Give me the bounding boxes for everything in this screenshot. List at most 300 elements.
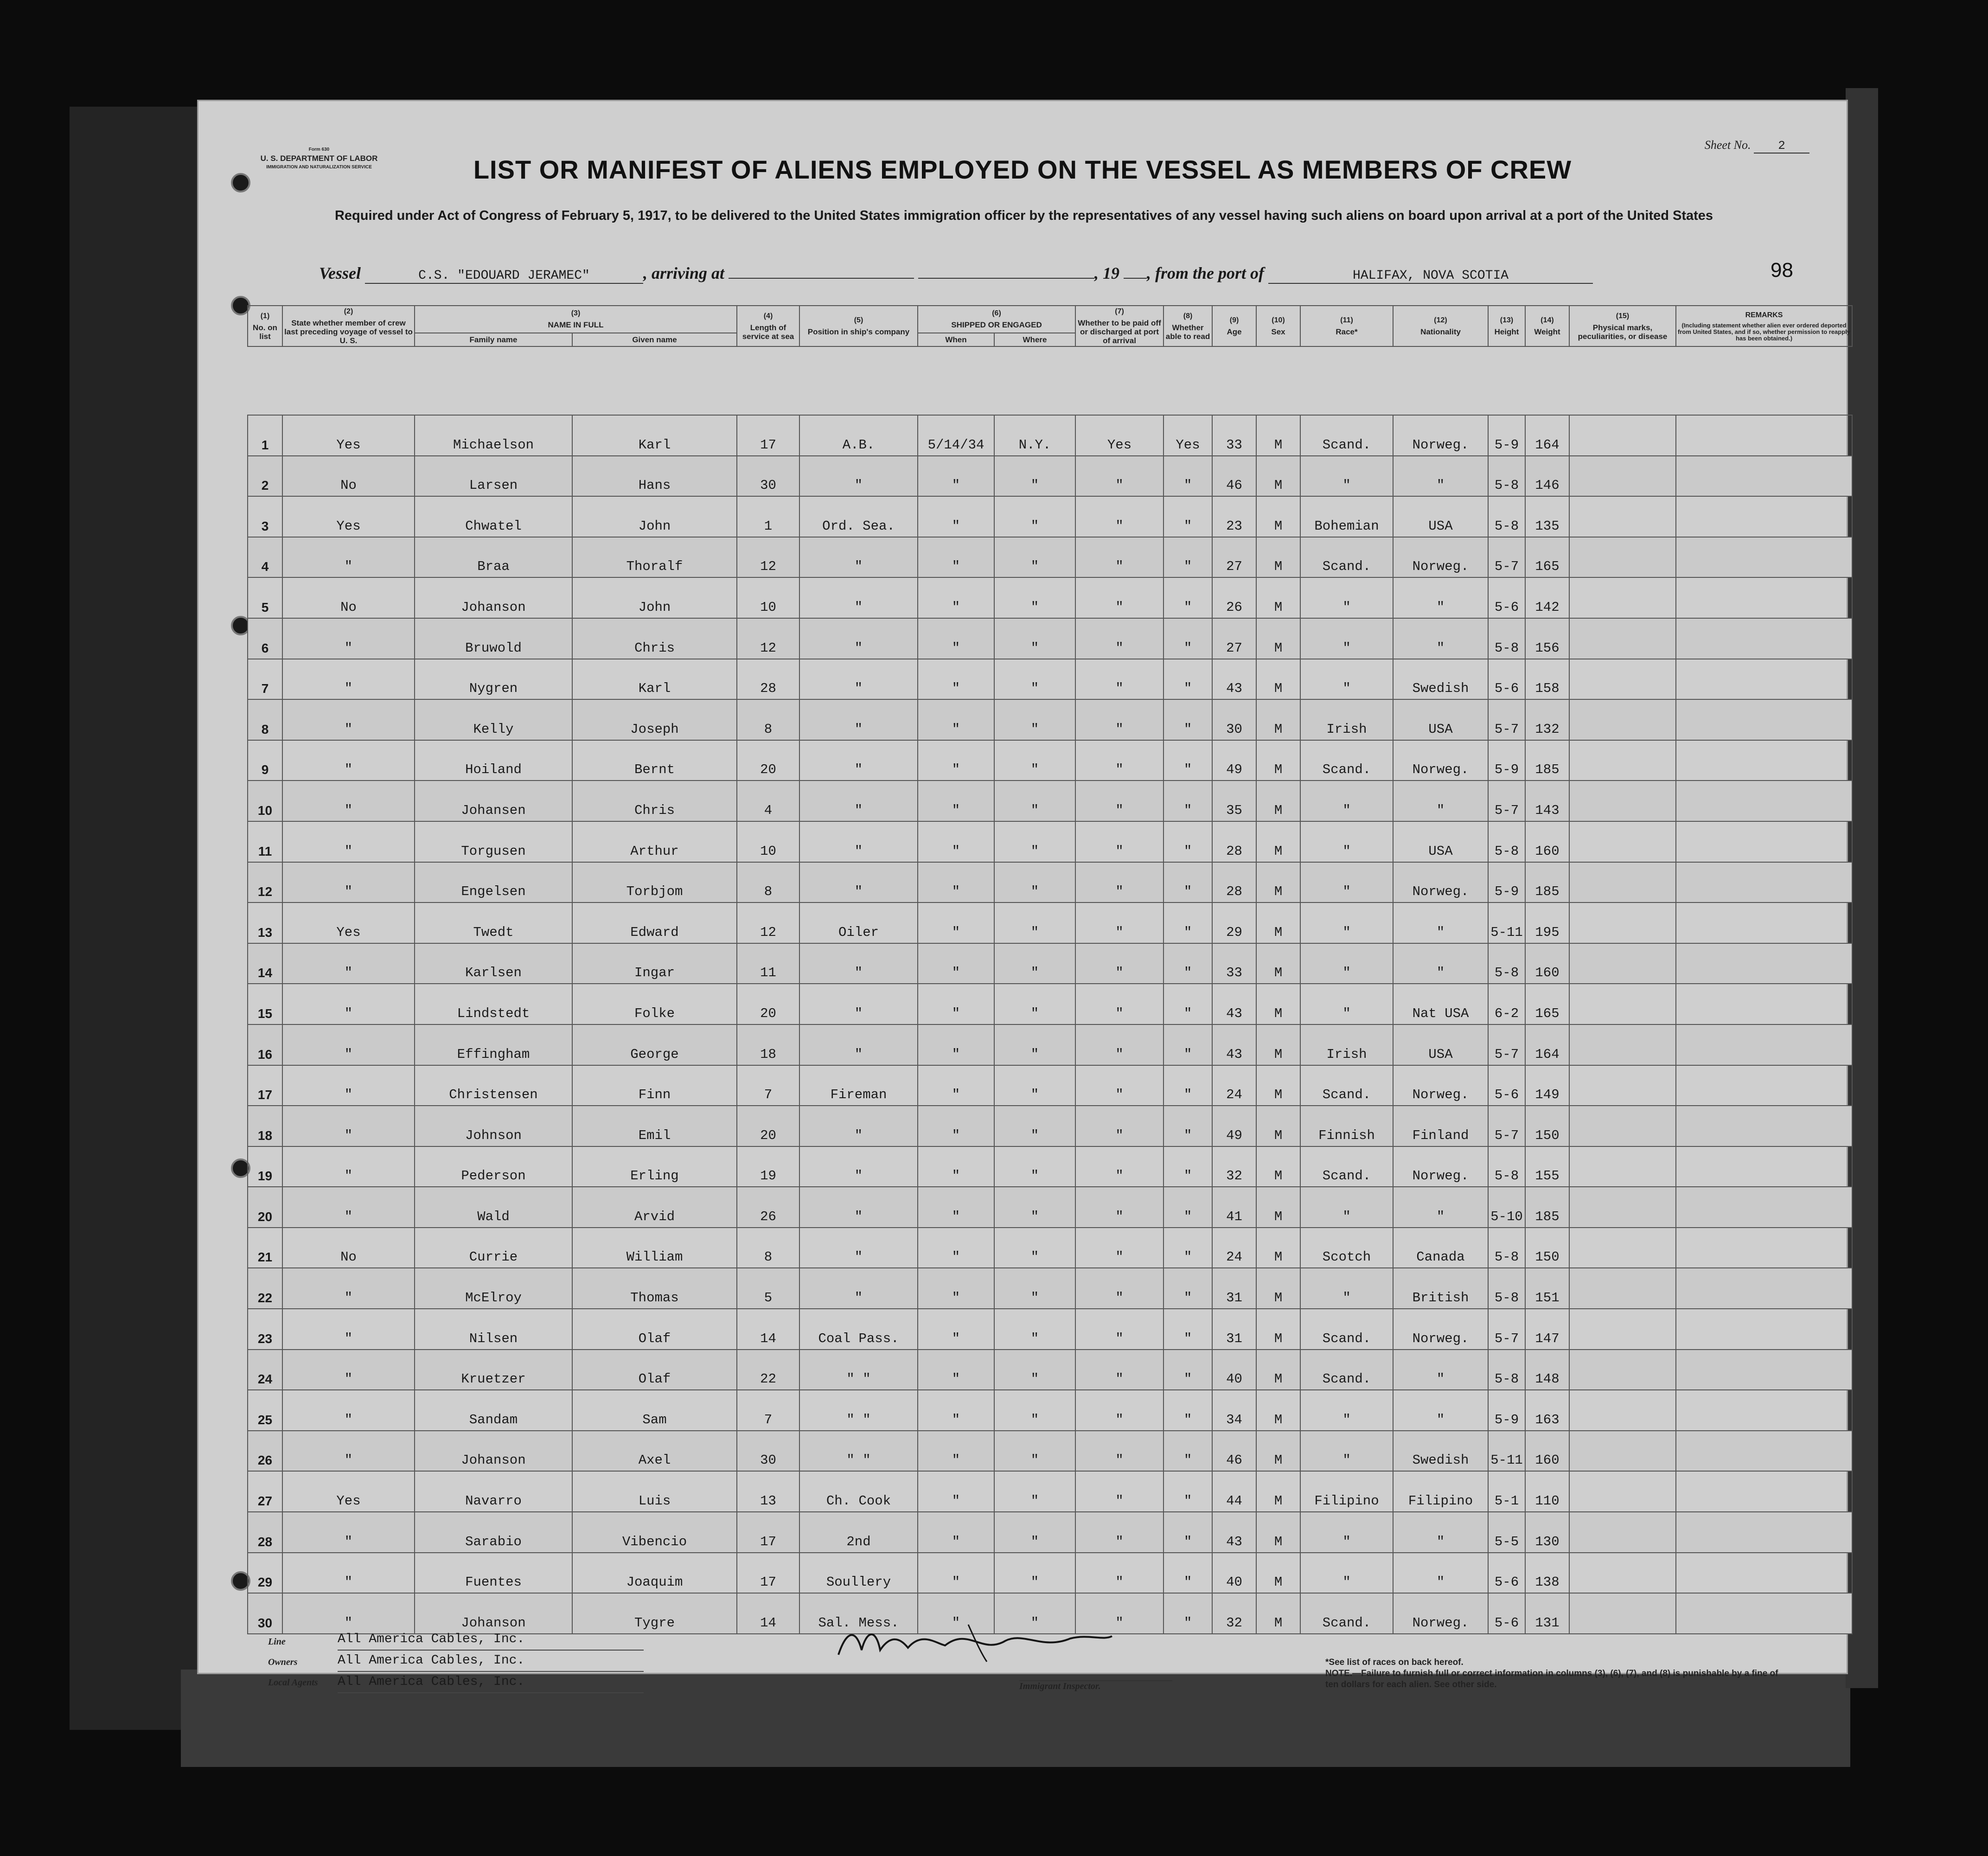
cell-weight: 164	[1525, 1024, 1569, 1065]
cell-row-number: 7	[248, 659, 282, 700]
cell-previous-voyage: "	[282, 1106, 415, 1146]
crew-row	[248, 1553, 1852, 1594]
cell-weight: 160	[1525, 943, 1569, 984]
cell-previous-voyage: "	[282, 1593, 415, 1634]
cell-remarks	[1676, 456, 1852, 497]
crew-row	[248, 577, 1852, 618]
crew-row	[248, 1390, 1852, 1431]
cell-age: 32	[1212, 1593, 1256, 1634]
cell-weight: 151	[1525, 1268, 1569, 1309]
cell-shipped-when: "	[918, 537, 994, 578]
cell-position: "	[799, 618, 918, 659]
cell-height: 5-6	[1488, 659, 1525, 700]
cell-race: "	[1300, 1187, 1393, 1228]
cell-row-number: 8	[248, 699, 282, 740]
cell-family-name: Chwatel	[415, 496, 572, 537]
col-given-name-header: Given name	[572, 333, 737, 346]
cell-nationality: Swedish	[1393, 1431, 1488, 1472]
col-read-header: (8) Whether able to read	[1163, 306, 1212, 346]
cell-length-of-service: 20	[737, 740, 799, 781]
cell-shipped-where: "	[994, 659, 1075, 700]
cell-shipped-where: "	[994, 1593, 1075, 1634]
cell-previous-voyage: "	[282, 1146, 415, 1187]
document-subtitle: Required under Act of Congress of February 5, 1917, to be delivered to the United States immigration officer by the representatives of any vessel having such aliens on board upon arrival at a port of the United States	[334, 208, 1713, 223]
cell-weight: 165	[1525, 984, 1569, 1024]
cell-previous-voyage: "	[282, 943, 415, 984]
cell-physical-marks	[1569, 415, 1676, 456]
cell-shipped-when: "	[918, 1593, 994, 1634]
cell-physical-marks	[1569, 659, 1676, 700]
cell-row-number: 14	[248, 943, 282, 984]
cell-given-name: Edward	[572, 902, 737, 943]
arriving-blank	[729, 278, 914, 279]
cell-nationality: "	[1393, 1350, 1488, 1390]
cell-able-to-read: "	[1163, 1228, 1212, 1268]
cell-position: "	[799, 984, 918, 1024]
cell-given-name: Chris	[572, 618, 737, 659]
cell-sex: M	[1256, 902, 1300, 943]
cell-remarks	[1676, 1309, 1852, 1350]
cell-height: 5-6	[1488, 1593, 1525, 1634]
crew-row	[248, 699, 1852, 740]
cell-race: Bohemian	[1300, 496, 1393, 537]
cell-remarks	[1676, 537, 1852, 578]
cell-given-name: Emil	[572, 1106, 737, 1146]
cell-race: "	[1300, 781, 1393, 821]
cell-previous-voyage: "	[282, 781, 415, 821]
cell-remarks	[1676, 1106, 1852, 1146]
cell-length-of-service: 19	[737, 1146, 799, 1187]
cell-remarks	[1676, 1553, 1852, 1594]
cell-weight: 158	[1525, 659, 1569, 700]
cell-weight: 143	[1525, 781, 1569, 821]
cell-able-to-read: "	[1163, 1309, 1212, 1350]
cell-paid-off: "	[1075, 1512, 1163, 1553]
cell-position: "	[799, 1268, 918, 1309]
cell-age: 49	[1212, 1106, 1256, 1146]
cell-shipped-when: "	[918, 1350, 994, 1390]
cell-race: Scand.	[1300, 1309, 1393, 1350]
cell-previous-voyage: No	[282, 456, 415, 497]
cell-length-of-service: 30	[737, 1431, 799, 1472]
cell-height: 5-6	[1488, 1065, 1525, 1106]
cell-row-number: 23	[248, 1309, 282, 1350]
cell-weight: 132	[1525, 699, 1569, 740]
cell-age: 49	[1212, 740, 1256, 781]
cell-nationality: "	[1393, 1187, 1488, 1228]
cell-length-of-service: 1	[737, 496, 799, 537]
cell-shipped-where: "	[994, 537, 1075, 578]
crew-row	[248, 1431, 1852, 1472]
cell-previous-voyage: "	[282, 618, 415, 659]
cell-given-name: Axel	[572, 1431, 737, 1472]
cell-row-number: 22	[248, 1268, 282, 1309]
cell-length-of-service: 5	[737, 1268, 799, 1309]
cell-row-number: 2	[248, 456, 282, 497]
col-physical-marks-header: (15) Physical marks, peculiarities, or disease	[1569, 306, 1676, 346]
cell-able-to-read: "	[1163, 1431, 1212, 1472]
cell-position: "	[799, 1024, 918, 1065]
cell-family-name: Johansen	[415, 781, 572, 821]
cell-paid-off: "	[1075, 1593, 1163, 1634]
cell-nationality: "	[1393, 618, 1488, 659]
cell-shipped-where: "	[994, 496, 1075, 537]
cell-shipped-where: "	[994, 1065, 1075, 1106]
cell-physical-marks	[1569, 1309, 1676, 1350]
cell-sex: M	[1256, 1024, 1300, 1065]
cell-length-of-service: 17	[737, 1553, 799, 1594]
cell-nationality: USA	[1393, 699, 1488, 740]
cell-previous-voyage: "	[282, 1309, 415, 1350]
cell-weight: 185	[1525, 862, 1569, 903]
cell-age: 24	[1212, 1065, 1256, 1106]
cell-nationality: Norweg.	[1393, 415, 1488, 456]
cell-position: "	[799, 1187, 918, 1228]
cell-family-name: Christensen	[415, 1065, 572, 1106]
cell-given-name: Karl	[572, 659, 737, 700]
cell-given-name: Joaquim	[572, 1553, 737, 1594]
cell-physical-marks	[1569, 1350, 1676, 1390]
cell-family-name: Johnson	[415, 1106, 572, 1146]
cell-remarks	[1676, 984, 1852, 1024]
cell-previous-voyage: "	[282, 1187, 415, 1228]
cell-given-name: John	[572, 577, 737, 618]
cell-shipped-where: "	[994, 1106, 1075, 1146]
cell-weight: 110	[1525, 1471, 1569, 1512]
cell-age: 43	[1212, 1512, 1256, 1553]
cell-height: 5-6	[1488, 577, 1525, 618]
cell-nationality: Nat USA	[1393, 984, 1488, 1024]
col-where-header: Where	[994, 333, 1075, 346]
col-when-header: When	[918, 333, 994, 346]
cell-height: 5-7	[1488, 1024, 1525, 1065]
cell-age: 32	[1212, 1146, 1256, 1187]
cell-position: "	[799, 1146, 918, 1187]
cell-nationality: Norweg.	[1393, 1146, 1488, 1187]
cell-position: Soullery	[799, 1553, 918, 1594]
crew-row	[248, 618, 1852, 659]
cell-shipped-when: "	[918, 1146, 994, 1187]
cell-race: "	[1300, 821, 1393, 862]
cell-paid-off: "	[1075, 1553, 1163, 1594]
crew-row	[248, 1187, 1852, 1228]
cell-remarks	[1676, 1512, 1852, 1553]
cell-nationality: Filipino	[1393, 1471, 1488, 1512]
cell-shipped-where: "	[994, 699, 1075, 740]
cell-sex: M	[1256, 699, 1300, 740]
cell-nationality: "	[1393, 1553, 1488, 1594]
cell-physical-marks	[1569, 821, 1676, 862]
cell-remarks	[1676, 902, 1852, 943]
cell-remarks	[1676, 1024, 1852, 1065]
cell-shipped-where: "	[994, 821, 1075, 862]
cell-position: "	[799, 740, 918, 781]
cell-height: 5-10	[1488, 1187, 1525, 1228]
crew-row	[248, 1350, 1852, 1390]
cell-length-of-service: 20	[737, 984, 799, 1024]
cell-weight: 160	[1525, 821, 1569, 862]
cell-remarks	[1676, 740, 1852, 781]
cell-able-to-read: "	[1163, 1106, 1212, 1146]
cell-shipped-where: "	[994, 456, 1075, 497]
cell-row-number: 25	[248, 1390, 282, 1431]
cell-shipped-where: "	[994, 1187, 1075, 1228]
penalty-note: NOTE.—Failure to furnish full or correct information in columns (3), (6), (7), and (8) is punishable by a fine of ten dollars for each alien. See other side.	[1325, 1669, 1778, 1690]
cell-previous-voyage: Yes	[282, 496, 415, 537]
cell-height: 5-9	[1488, 1390, 1525, 1431]
cell-family-name: Wald	[415, 1187, 572, 1228]
cell-able-to-read: "	[1163, 496, 1212, 537]
sheet-number-label: Sheet No.	[1704, 138, 1751, 152]
cell-height: 5-8	[1488, 943, 1525, 984]
cell-given-name: Luis	[572, 1471, 737, 1512]
cell-nationality: "	[1393, 902, 1488, 943]
cell-length-of-service: 17	[737, 415, 799, 456]
cell-shipped-where: "	[994, 618, 1075, 659]
cell-shipped-where: "	[994, 1350, 1075, 1390]
cell-paid-off: "	[1075, 1187, 1163, 1228]
cell-race: "	[1300, 577, 1393, 618]
cell-given-name: Folke	[572, 984, 737, 1024]
cell-family-name: Engelsen	[415, 862, 572, 903]
cell-able-to-read: "	[1163, 1350, 1212, 1390]
cell-shipped-when: 5/14/34	[918, 415, 994, 456]
cell-given-name: Vibencio	[572, 1512, 737, 1553]
cell-able-to-read: "	[1163, 862, 1212, 903]
cell-shipped-when: "	[918, 1268, 994, 1309]
cell-race: Scand.	[1300, 1146, 1393, 1187]
cell-race: Irish	[1300, 1024, 1393, 1065]
cell-race: "	[1300, 659, 1393, 700]
cell-paid-off: "	[1075, 1471, 1163, 1512]
cell-shipped-when: "	[918, 1390, 994, 1431]
cell-remarks	[1676, 1390, 1852, 1431]
cell-length-of-service: 12	[737, 618, 799, 659]
crew-row	[248, 537, 1852, 578]
crew-row	[248, 862, 1852, 903]
cell-race: "	[1300, 984, 1393, 1024]
col-weight-header: (14) Weight	[1525, 306, 1569, 346]
cell-family-name: Bruwold	[415, 618, 572, 659]
cell-shipped-when: "	[918, 659, 994, 700]
cell-height: 5-9	[1488, 740, 1525, 781]
cell-sex: M	[1256, 1553, 1300, 1594]
cell-given-name: William	[572, 1228, 737, 1268]
footer-note	[1325, 1657, 1780, 1690]
cell-shipped-when: "	[918, 740, 994, 781]
crew-rows	[248, 415, 1852, 1634]
cell-race: "	[1300, 1512, 1393, 1553]
crew-row	[248, 456, 1852, 497]
cell-able-to-read: "	[1163, 1065, 1212, 1106]
cell-nationality: "	[1393, 577, 1488, 618]
cell-family-name: Sandam	[415, 1390, 572, 1431]
cell-shipped-when: "	[918, 821, 994, 862]
cell-physical-marks	[1569, 1228, 1676, 1268]
cell-given-name: Olaf	[572, 1309, 737, 1350]
cell-paid-off: "	[1075, 1268, 1163, 1309]
cell-height: 5-8	[1488, 1228, 1525, 1268]
cell-physical-marks	[1569, 1187, 1676, 1228]
cell-position: "	[799, 821, 918, 862]
cell-nationality: Canada	[1393, 1228, 1488, 1268]
cell-paid-off: "	[1075, 1431, 1163, 1472]
cell-shipped-where: "	[994, 1309, 1075, 1350]
crew-row	[248, 1228, 1852, 1268]
cell-row-number: 20	[248, 1187, 282, 1228]
cell-row-number: 5	[248, 577, 282, 618]
cell-paid-off: "	[1075, 1106, 1163, 1146]
cell-row-number: 21	[248, 1228, 282, 1268]
inspector-label: Immigrant Inspector.	[1019, 1680, 1172, 1692]
inspector-signature	[829, 1618, 1117, 1664]
cell-length-of-service: 14	[737, 1593, 799, 1634]
cell-paid-off: "	[1075, 699, 1163, 740]
cell-race: Finnish	[1300, 1106, 1393, 1146]
cell-height: 5-1	[1488, 1471, 1525, 1512]
cell-paid-off: Yes	[1075, 415, 1163, 456]
cell-position: 2nd	[799, 1512, 918, 1553]
cell-row-number: 30	[248, 1593, 282, 1634]
cell-height: 5-8	[1488, 821, 1525, 862]
vessel-line	[319, 263, 1710, 284]
date-blank	[918, 278, 1094, 279]
cell-family-name: Pederson	[415, 1146, 572, 1187]
cell-position: " "	[799, 1431, 918, 1472]
cell-age: 33	[1212, 415, 1256, 456]
col-paid-off-header: (7) Whether to be paid off or discharged at port of arrival	[1075, 306, 1163, 346]
cell-length-of-service: 26	[737, 1187, 799, 1228]
cell-paid-off: "	[1075, 659, 1163, 700]
cell-length-of-service: 8	[737, 862, 799, 903]
cell-previous-voyage: "	[282, 984, 415, 1024]
cell-given-name: Karl	[572, 415, 737, 456]
cell-shipped-where: "	[994, 1390, 1075, 1431]
cell-remarks	[1676, 699, 1852, 740]
cell-physical-marks	[1569, 1065, 1676, 1106]
cell-age: 41	[1212, 1187, 1256, 1228]
cell-given-name: Thoralf	[572, 537, 737, 578]
cell-given-name: Hans	[572, 456, 737, 497]
cell-height: 5-11	[1488, 902, 1525, 943]
cell-physical-marks	[1569, 496, 1676, 537]
cell-length-of-service: 30	[737, 456, 799, 497]
cell-shipped-when: "	[918, 1471, 994, 1512]
cell-shipped-when: "	[918, 862, 994, 903]
cell-able-to-read: "	[1163, 699, 1212, 740]
cell-able-to-read: Yes	[1163, 415, 1212, 456]
cell-age: 27	[1212, 618, 1256, 659]
cell-paid-off: "	[1075, 618, 1163, 659]
cell-sex: M	[1256, 1268, 1300, 1309]
cell-given-name: Finn	[572, 1065, 737, 1106]
cell-given-name: Arvid	[572, 1187, 737, 1228]
cell-able-to-read: "	[1163, 781, 1212, 821]
cell-physical-marks	[1569, 577, 1676, 618]
cell-given-name: John	[572, 496, 737, 537]
cell-nationality: "	[1393, 1512, 1488, 1553]
cell-sex: M	[1256, 1512, 1300, 1553]
crew-row	[248, 1512, 1852, 1553]
cell-physical-marks	[1569, 537, 1676, 578]
col-name-header: (3) NAME IN FULL	[415, 306, 737, 333]
cell-age: 43	[1212, 984, 1256, 1024]
cell-age: 40	[1212, 1553, 1256, 1594]
cell-age: 27	[1212, 537, 1256, 578]
cell-family-name: Braa	[415, 537, 572, 578]
cell-sex: M	[1256, 1471, 1300, 1512]
cell-age: 44	[1212, 1471, 1256, 1512]
cell-row-number: 6	[248, 618, 282, 659]
cell-weight: 185	[1525, 740, 1569, 781]
cell-physical-marks	[1569, 1024, 1676, 1065]
cell-remarks	[1676, 415, 1852, 456]
cell-paid-off: "	[1075, 1350, 1163, 1390]
cell-height: 6-2	[1488, 984, 1525, 1024]
cell-row-number: 4	[248, 537, 282, 578]
cell-paid-off: "	[1075, 1390, 1163, 1431]
cell-position: "	[799, 699, 918, 740]
cell-sex: M	[1256, 577, 1300, 618]
cell-height: 5-8	[1488, 496, 1525, 537]
vessel-label: Vessel	[319, 264, 361, 282]
cell-race: "	[1300, 943, 1393, 984]
cell-race: Scand.	[1300, 537, 1393, 578]
from-port-label: , from the port of	[1147, 264, 1265, 282]
departure-port: HALIFAX, NOVA SCOTIA	[1268, 269, 1593, 284]
cell-paid-off: "	[1075, 1228, 1163, 1268]
col-sex-header: (10) Sex	[1256, 306, 1300, 346]
cell-remarks	[1676, 1146, 1852, 1187]
cell-row-number: 10	[248, 781, 282, 821]
cell-family-name: Lindstedt	[415, 984, 572, 1024]
cell-height: 5-7	[1488, 699, 1525, 740]
cell-age: 28	[1212, 821, 1256, 862]
crew-row	[248, 740, 1852, 781]
cell-able-to-read: "	[1163, 1471, 1212, 1512]
cell-shipped-where: "	[994, 577, 1075, 618]
cell-age: 46	[1212, 1431, 1256, 1472]
cell-race: "	[1300, 1390, 1393, 1431]
cell-family-name: Kelly	[415, 699, 572, 740]
cell-length-of-service: 12	[737, 902, 799, 943]
cell-shipped-when: "	[918, 699, 994, 740]
cell-shipped-where: "	[994, 943, 1075, 984]
crew-row	[248, 1146, 1852, 1187]
cell-previous-voyage: Yes	[282, 902, 415, 943]
cell-height: 5-7	[1488, 537, 1525, 578]
col-age-header: (9) Age	[1212, 306, 1256, 346]
cell-race: Scand.	[1300, 1065, 1393, 1106]
cell-shipped-where: "	[994, 781, 1075, 821]
cell-shipped-when: "	[918, 1024, 994, 1065]
cell-remarks	[1676, 943, 1852, 984]
cell-length-of-service: 17	[737, 1512, 799, 1553]
cell-given-name: Olaf	[572, 1350, 737, 1390]
cell-previous-voyage: "	[282, 699, 415, 740]
cell-remarks	[1676, 618, 1852, 659]
cell-nationality: Swedish	[1393, 659, 1488, 700]
cell-physical-marks	[1569, 699, 1676, 740]
cell-shipped-when: "	[918, 1512, 994, 1553]
cell-age: 46	[1212, 456, 1256, 497]
cell-shipped-when: "	[918, 1553, 994, 1594]
cell-previous-voyage: Yes	[282, 415, 415, 456]
crew-row	[248, 415, 1852, 456]
cell-able-to-read: "	[1163, 1512, 1212, 1553]
agents-label: Local Agents	[268, 1677, 318, 1688]
cell-family-name: Nilsen	[415, 1309, 572, 1350]
